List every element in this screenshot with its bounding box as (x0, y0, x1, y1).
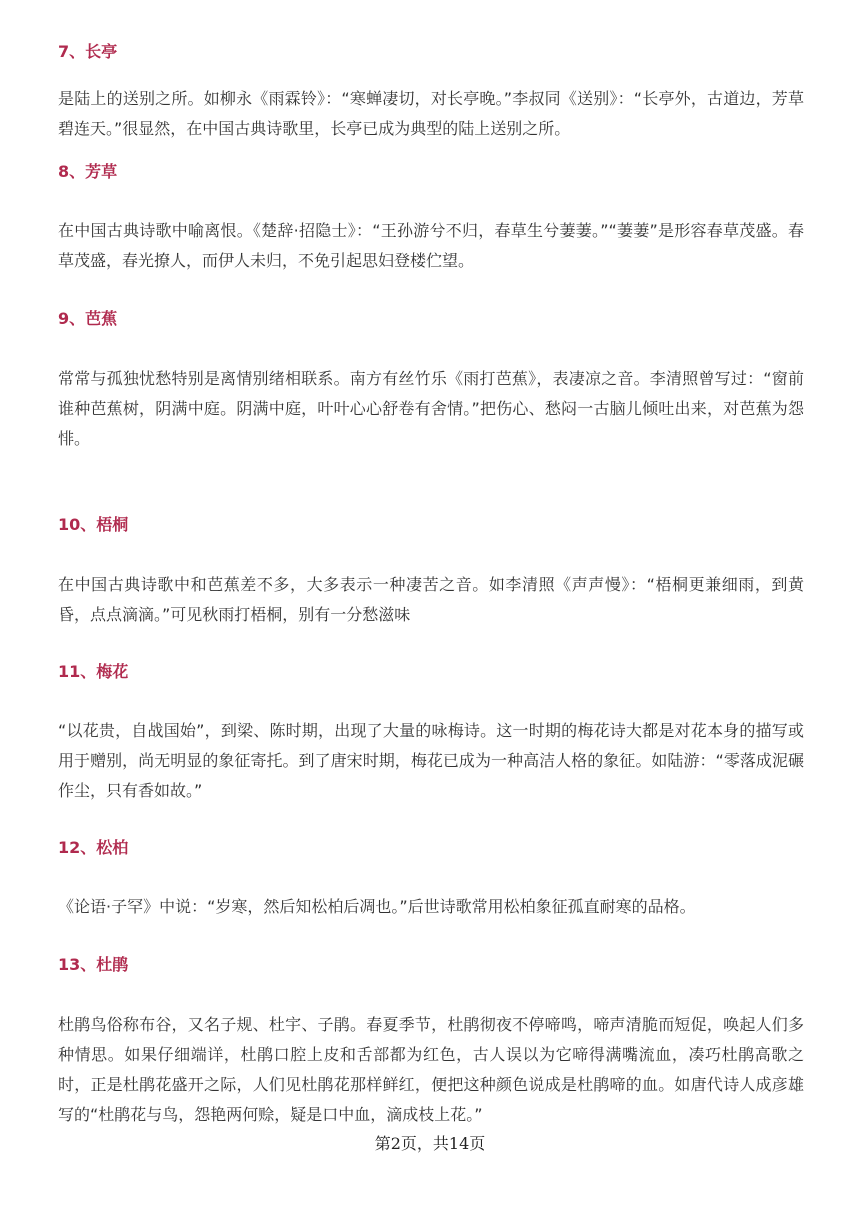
section-body-10: 在中国古典诗歌中和芭蕉差不多，大多表示一种凄苦之音。如李清照《声声慢》：“梧桐更兼细雨，到黄昏，点点滴滴。”可见秋雨打梧桐，别有一分愁滋味 (58, 575, 804, 624)
section-body-12: 《论语·子罕》中说：“岁寒，然后知松柏后凋也。”后世诗歌常用松柏象征孤直耐寒的品格。 (58, 897, 696, 916)
section-body-8: 在中国古典诗歌中喻离恨。《楚辞·招隐士》：“王孙游兮不归，春草生兮萋萋。”“萋萋”是形容春草茂盛。春草茂盛，春光撩人，而伊人未归，不免引起思妇登楼伫望。 (58, 221, 804, 270)
section-heading-8: 8、芳草 (58, 162, 118, 181)
section-heading-12: 12、松柏 (58, 838, 129, 857)
page-number-footer: 第2页，共14页 (374, 1134, 486, 1153)
section-body-11: “以花贵，自战国始”，到梁、陈时期，出现了大量的咏梅诗。这一时期的梅花诗大都是对花本身的描写或用于赠别，尚无明显的象征寄托。到了唐宋时期，梅花已成为一种高洁人格的象征。如陆游：“零落成泥碾作尘，只有香如故。” (58, 721, 804, 800)
section-heading-7: 7、长亭 (58, 42, 118, 61)
section-heading-9: 9、芭蕉 (58, 309, 118, 328)
section-body-13: 杜鹃鸟俗称布谷，又名子规、杜宇、子鹃。春夏季节，杜鹃彻夜不停啼鸣，啼声清脆而短促，唤起人们多种情思。如果仔细端详，杜鹃口腔上皮和舌部都为红色，古人误以为它啼得满嘴流血，凑巧杜鹃高歌之时，正是杜鹃花盛开之际，人们见杜鹃花那样鲜红，便把这种颜色说成是杜鹃啼的血。如唐代诗人成彦雄写的“杜鹃花与鸟，怨艳两何赊，疑是口中血，滴成枝上花。” (58, 1015, 804, 1124)
section-heading-10: 10、梧桐 (58, 515, 129, 534)
section-heading-11: 11、梅花 (58, 662, 129, 681)
section-body-7: 是陆上的送别之所。如柳永《雨霖铃》：“寒蝉凄切，对长亭晚。”李叔同《送别》：“长亭外，古道边，芳草碧连天。”很显然，在中国古典诗歌里，长亭已成为典型的陆上送别之所。 (58, 89, 804, 138)
section-heading-13: 13、杜鹃 (58, 955, 129, 974)
section-body-9: 常常与孤独忧愁特别是离情别绪相联系。南方有丝竹乐《雨打芭蕉》，表凄凉之音。李清照曾写过：“窗前谁种芭蕉树，阴满中庭。阴满中庭，叶叶心心舒卷有舍情。”把伤心、愁闷一古脑儿倾吐出来，对芭蕉为怨悱。 (58, 369, 804, 448)
